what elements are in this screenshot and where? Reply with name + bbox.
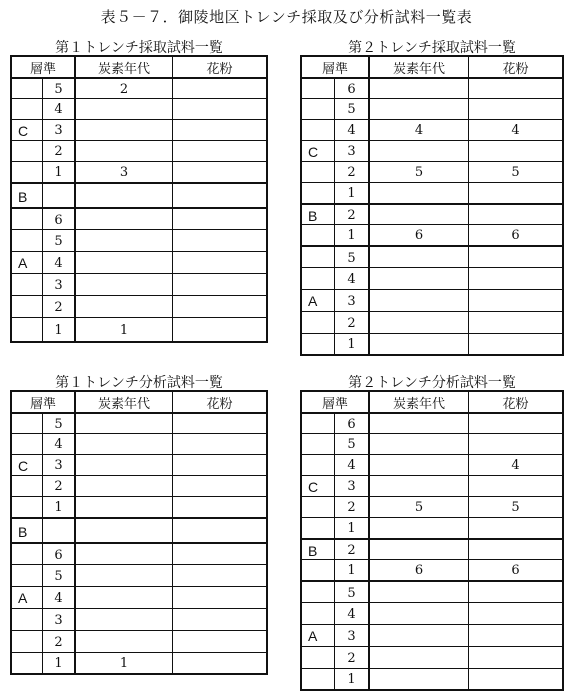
pollen-cell (172, 209, 266, 231)
layer-group-cell (302, 603, 334, 625)
layer-group-cell: C (308, 478, 319, 495)
layer-group-cell (302, 669, 334, 690)
table-row (12, 207, 266, 231)
table-row (302, 245, 562, 269)
carbon-age-cell (74, 544, 172, 566)
layer-group-cell (302, 455, 334, 476)
layer-group-cell (12, 434, 42, 455)
carbon-age-cell (368, 669, 468, 690)
layer-group-cell: B (308, 542, 318, 559)
pollen-cell (172, 230, 266, 252)
pollen-cell (172, 497, 266, 518)
pollen-cell (468, 205, 562, 226)
table-row (12, 140, 266, 162)
sublayer-cell: 3 (42, 609, 74, 631)
sublayer-cell: 5 (42, 230, 74, 252)
layer-group-cell (12, 79, 42, 100)
layer-group-cell (302, 334, 334, 355)
sublayer-cell: 5 (42, 565, 74, 587)
table-header-row (302, 57, 562, 77)
table-row (12, 517, 266, 544)
carbon-age-cell (74, 609, 172, 631)
pollen-cell (172, 162, 266, 183)
sublayer-cell: 6 (334, 414, 368, 435)
pollen-cell (172, 455, 266, 476)
carbon-age-cell (368, 141, 468, 162)
sublayer-cell: 2 (334, 205, 368, 226)
table-row (12, 433, 266, 455)
sublayer-cell: 4 (334, 120, 368, 141)
pollen-cell (468, 540, 562, 561)
layer-group-cell: A (18, 255, 28, 271)
sublayer-cell: 3 (42, 120, 74, 141)
sublayer-cell: 4 (334, 268, 368, 290)
table-row (12, 564, 266, 587)
pollen-cell (172, 141, 266, 162)
carbon-age-cell (74, 497, 172, 518)
table-row (12, 273, 266, 296)
carbon-age-cell: 5 (368, 162, 468, 183)
layer-group-cell (12, 497, 42, 518)
table-row (12, 475, 266, 497)
pollen-cell: 5 (468, 497, 562, 518)
layer-group-cell (12, 565, 42, 587)
pollen-cell (468, 434, 562, 455)
sublayer-cell: 2 (42, 141, 74, 162)
layer-group-cell (12, 99, 42, 120)
pollen-cell (172, 318, 266, 342)
table-title: 第１トレンチ分析試料一覧 (55, 375, 223, 391)
layer-group-cell (302, 647, 334, 669)
header-layer: 層準 (29, 396, 56, 412)
pollen-cell (468, 518, 562, 539)
carbon-age-cell (368, 205, 468, 226)
layer-group-cell: B (18, 523, 28, 540)
layer-group-cell (302, 225, 334, 246)
layer-group-cell: C (18, 457, 29, 474)
header-carbon-age: 炭素年代 (368, 392, 468, 412)
pollen-cell (172, 609, 266, 631)
layer-group-cell (302, 268, 334, 290)
carbon-age-cell (74, 587, 172, 609)
pollen-cell (172, 274, 266, 296)
pollen-cell (172, 120, 266, 141)
carbon-age-cell (368, 312, 468, 334)
carbon-age-cell (368, 647, 468, 669)
sublayer-cell: 1 (334, 518, 368, 539)
table-row (302, 311, 562, 334)
pollen-cell (172, 476, 266, 497)
table-row (302, 496, 562, 518)
sample-table (300, 390, 564, 691)
sublayer-cell: 1 (42, 162, 74, 183)
carbon-age-cell (74, 252, 172, 274)
carbon-age-cell (74, 455, 172, 476)
sublayer-cell: 1 (334, 560, 368, 581)
table-title: 第１トレンチ採取試料一覧 (55, 40, 223, 56)
carbon-age-cell: 1 (74, 653, 172, 674)
table-row (302, 559, 562, 581)
layer-group-cell (12, 318, 42, 342)
pollen-cell (172, 519, 266, 544)
table-row (302, 668, 562, 690)
layer-group-cell: C (18, 122, 29, 139)
table-row (12, 251, 266, 274)
carbon-age-cell (368, 414, 468, 435)
layer-group-cell (12, 141, 42, 162)
layer-group-cell (302, 79, 334, 100)
sublayer-cell: 2 (42, 631, 74, 653)
table-row (12, 161, 266, 183)
table-header-row (12, 57, 266, 77)
layer-group-cell (12, 476, 42, 497)
carbon-age-cell (74, 296, 172, 318)
page-title: 表５－７．御陵地区トレンチ採取及び分析試料一覧表 (100, 8, 473, 26)
pollen-cell (172, 631, 266, 653)
table-row (302, 602, 562, 625)
pollen-cell (172, 434, 266, 455)
table-title: 第２トレンチ分析試料一覧 (348, 375, 516, 391)
layer-group-cell: C (308, 143, 319, 160)
carbon-age-cell (74, 230, 172, 252)
layer-group-cell (302, 247, 334, 269)
layer-group-cell (12, 653, 42, 674)
layer-group-cell: A (18, 590, 28, 606)
pollen-cell (468, 79, 562, 100)
table-row (302, 517, 562, 539)
header-layer: 層準 (321, 396, 348, 412)
pollen-cell (468, 290, 562, 312)
layer-group-cell (302, 120, 334, 141)
pollen-cell (468, 334, 562, 355)
carbon-age-cell (368, 582, 468, 604)
table-row (12, 454, 266, 476)
table-row (302, 624, 562, 647)
sublayer-cell: 4 (334, 455, 368, 476)
sublayer-cell: 1 (42, 318, 74, 342)
table-header-row (302, 392, 562, 412)
carbon-age-cell (368, 540, 468, 561)
carbon-age-cell (74, 274, 172, 296)
sublayer-cell: 1 (334, 334, 368, 355)
table-row (302, 182, 562, 204)
carbon-age-cell: 6 (368, 560, 468, 581)
carbon-age-cell (368, 455, 468, 476)
layer-group-cell (302, 162, 334, 183)
table-row (302, 77, 562, 100)
header-layer: 層準 (321, 61, 348, 77)
carbon-age-cell (368, 625, 468, 647)
table-row (302, 646, 562, 669)
table-row (302, 161, 562, 183)
carbon-age-cell (368, 334, 468, 355)
pollen-cell (468, 247, 562, 269)
sublayer-cell: 2 (42, 476, 74, 497)
carbon-age-cell: 2 (74, 79, 172, 100)
pollen-cell (172, 79, 266, 100)
carbon-age-cell (368, 603, 468, 625)
layer-group-cell (12, 631, 42, 653)
table-row (12, 496, 266, 518)
pollen-cell (468, 268, 562, 290)
layer-group-cell: B (18, 188, 28, 205)
sublayer-cell: 1 (334, 225, 368, 246)
layer-group-cell (302, 183, 334, 204)
carbon-age-cell: 4 (368, 120, 468, 141)
table-row (12, 586, 266, 609)
sublayer-cell: 2 (42, 296, 74, 318)
table-row (12, 412, 266, 435)
sample-table (300, 55, 564, 356)
sublayer-cell: 2 (334, 647, 368, 669)
carbon-age-cell (368, 434, 468, 455)
sublayer-cell: 6 (42, 209, 74, 231)
pollen-cell (172, 653, 266, 674)
carbon-age-cell (74, 414, 172, 435)
table-row (302, 98, 562, 120)
carbon-age-cell (74, 120, 172, 141)
layer-group-cell (12, 230, 42, 252)
sample-table (10, 390, 268, 675)
carbon-age-cell (74, 99, 172, 120)
layer-group-cell (302, 312, 334, 334)
carbon-age-cell: 5 (368, 497, 468, 518)
pollen-cell (468, 476, 562, 497)
table-header-row (12, 392, 266, 412)
carbon-age-cell (368, 518, 468, 539)
table-row (12, 98, 266, 120)
header-pollen: 花粉 (468, 57, 562, 77)
carbon-age-cell (74, 476, 172, 497)
pollen-cell (468, 183, 562, 204)
layer-group-cell (12, 414, 42, 435)
sublayer-cell: 2 (334, 312, 368, 334)
pollen-cell (468, 647, 562, 669)
sublayer-cell: 4 (334, 603, 368, 625)
pollen-cell (172, 296, 266, 318)
sublayer-cell: 4 (42, 252, 74, 274)
table-row (12, 542, 266, 566)
carbon-age-cell (74, 141, 172, 162)
table-row (302, 538, 562, 561)
table-row (302, 140, 562, 162)
pollen-cell (172, 587, 266, 609)
sublayer-cell: 5 (334, 582, 368, 604)
sublayer-cell: 4 (42, 434, 74, 455)
sublayer-cell: 2 (334, 162, 368, 183)
layer-group-cell (12, 162, 42, 183)
table-row (302, 289, 562, 312)
pollen-cell (172, 184, 266, 209)
table-row (12, 317, 266, 342)
sublayer-cell: 1 (42, 653, 74, 674)
pollen-cell (172, 252, 266, 274)
table-row (12, 630, 266, 653)
carbon-age-cell (74, 519, 172, 544)
layer-group-cell: B (308, 207, 318, 224)
layer-group-cell (302, 99, 334, 120)
table-row (302, 333, 562, 355)
table-row (12, 77, 266, 100)
sublayer-cell: 5 (334, 434, 368, 455)
pollen-cell (468, 99, 562, 120)
header-carbon-age: 炭素年代 (74, 57, 172, 77)
table-title: 第２トレンチ採取試料一覧 (348, 40, 516, 56)
table-row (302, 267, 562, 290)
table-row (302, 119, 562, 141)
sublayer-cell: 5 (42, 414, 74, 435)
layer-group-cell: A (308, 293, 318, 309)
layer-group-cell (302, 434, 334, 455)
sublayer-cell: 1 (42, 497, 74, 518)
layer-group-cell (12, 274, 42, 296)
layer-group-cell (12, 296, 42, 318)
sublayer-cell (42, 184, 74, 209)
sublayer-cell: 3 (334, 290, 368, 312)
carbon-age-cell: 3 (74, 162, 172, 183)
sublayer-cell: 4 (42, 587, 74, 609)
table-row (12, 119, 266, 141)
sublayer-cell: 5 (42, 79, 74, 100)
pollen-cell (468, 625, 562, 647)
pollen-cell: 6 (468, 225, 562, 246)
carbon-age-cell (74, 565, 172, 587)
pollen-cell (172, 544, 266, 566)
layer-group-cell (302, 497, 334, 518)
layer-group-cell (12, 209, 42, 231)
pollen-cell (468, 603, 562, 625)
table-row (12, 229, 266, 252)
pollen-cell (468, 414, 562, 435)
layer-group-cell (12, 609, 42, 631)
header-layer: 層準 (29, 61, 56, 77)
pollen-cell (468, 141, 562, 162)
layer-group-cell (302, 582, 334, 604)
table-row (302, 454, 562, 476)
header-pollen: 花粉 (172, 392, 266, 412)
carbon-age-cell (74, 434, 172, 455)
header-carbon-age: 炭素年代 (368, 57, 468, 77)
table-row (302, 412, 562, 435)
sublayer-cell (42, 519, 74, 544)
sublayer-cell: 3 (334, 476, 368, 497)
carbon-age-cell (74, 631, 172, 653)
sublayer-cell: 3 (42, 274, 74, 296)
carbon-age-cell (74, 209, 172, 231)
sublayer-cell: 3 (334, 625, 368, 647)
sublayer-cell: 3 (334, 141, 368, 162)
pollen-cell (468, 312, 562, 334)
sublayer-cell: 5 (334, 247, 368, 269)
pollen-cell (172, 99, 266, 120)
table-row (12, 652, 266, 674)
carbon-age-cell (368, 476, 468, 497)
header-pollen: 花粉 (468, 392, 562, 412)
table-row (12, 295, 266, 318)
pollen-cell (172, 414, 266, 435)
layer-group-cell: A (308, 628, 318, 644)
sublayer-cell: 2 (334, 497, 368, 518)
sublayer-cell: 4 (42, 99, 74, 120)
pollen-cell (468, 582, 562, 604)
table-row (12, 608, 266, 631)
pollen-cell: 4 (468, 120, 562, 141)
layer-group-cell (302, 560, 334, 581)
sublayer-cell: 5 (334, 99, 368, 120)
carbon-age-cell (368, 183, 468, 204)
pollen-cell: 5 (468, 162, 562, 183)
carbon-age-cell (74, 184, 172, 209)
layer-group-cell (302, 414, 334, 435)
table-row (302, 433, 562, 455)
pollen-cell: 6 (468, 560, 562, 581)
sublayer-cell: 1 (334, 669, 368, 690)
sublayer-cell: 6 (42, 544, 74, 566)
carbon-age-cell (368, 290, 468, 312)
header-carbon-age: 炭素年代 (74, 392, 172, 412)
sublayer-cell: 2 (334, 540, 368, 561)
carbon-age-cell: 6 (368, 225, 468, 246)
pollen-cell (172, 565, 266, 587)
sublayer-cell: 3 (42, 455, 74, 476)
carbon-age-cell (368, 99, 468, 120)
table-row (302, 224, 562, 246)
header-pollen: 花粉 (172, 57, 266, 77)
sample-table (10, 55, 268, 343)
carbon-age-cell (368, 268, 468, 290)
table-row (302, 580, 562, 604)
table-row (302, 203, 562, 226)
table-row (302, 475, 562, 497)
layer-group-cell (302, 518, 334, 539)
carbon-age-cell: 1 (74, 318, 172, 342)
pollen-cell (468, 669, 562, 690)
sublayer-cell: 1 (334, 183, 368, 204)
carbon-age-cell (368, 247, 468, 269)
sublayer-cell: 6 (334, 79, 368, 100)
pollen-cell: 4 (468, 455, 562, 476)
layer-group-cell (12, 544, 42, 566)
carbon-age-cell (368, 79, 468, 100)
table-row (12, 182, 266, 209)
